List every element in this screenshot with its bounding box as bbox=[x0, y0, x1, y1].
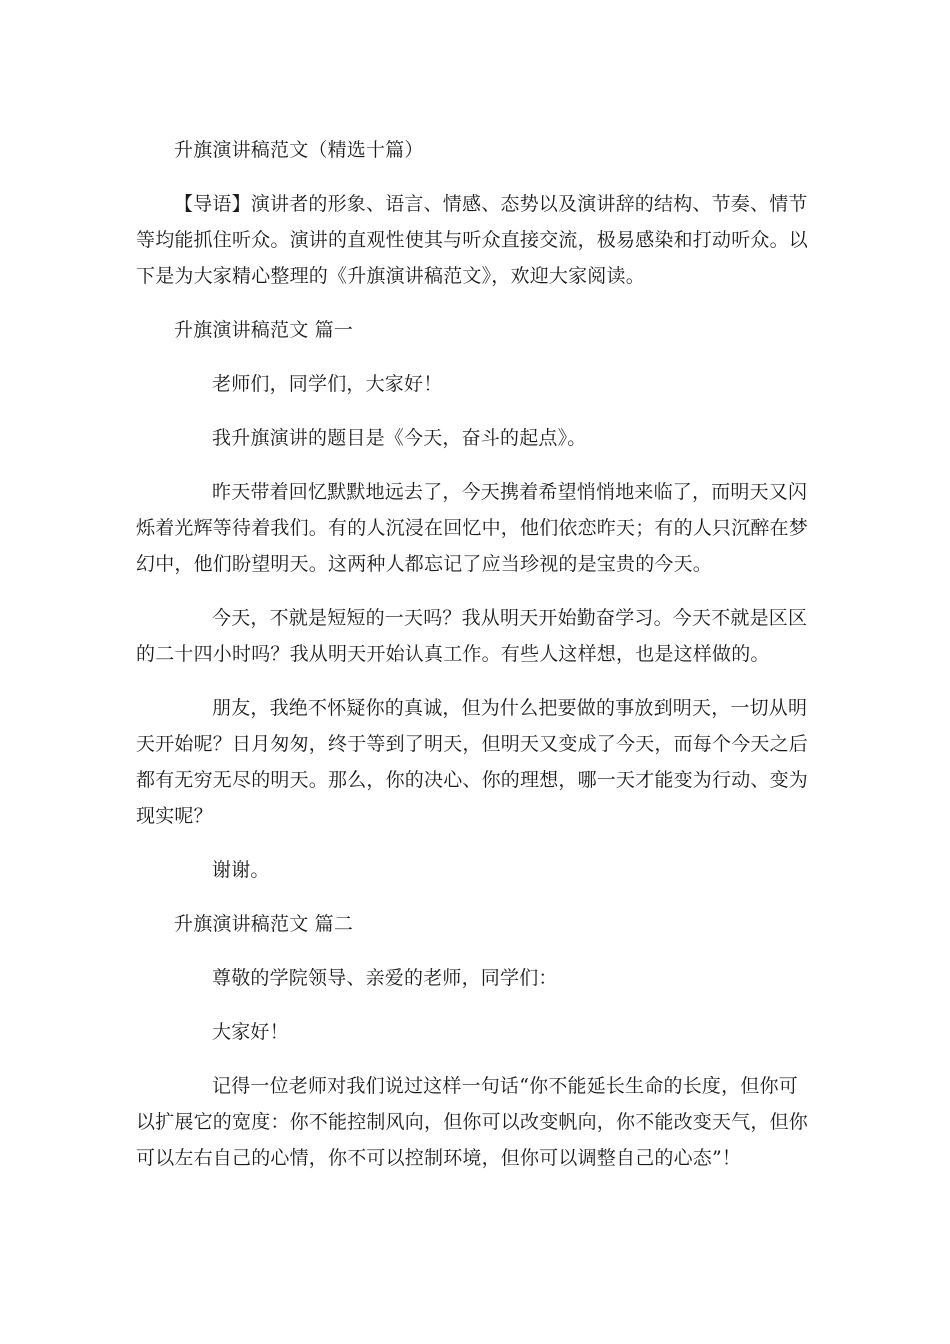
section2-p1-line-3: 可以左右自己的心情，你不可以控制环境，但你可以调整自己的心态”！ bbox=[136, 1147, 742, 1169]
section1-topic: 我升旗演讲的题目是《今天，奋斗的起点》。 bbox=[212, 427, 587, 449]
section1-p2-line-2: 的二十四小时吗？我从明天开始认真工作。有些人这样想，也是这样做的。 bbox=[136, 643, 770, 665]
section1-p3-line-3: 都有无穷无尽的明天。那么，你的决心、你的理想，哪一天才能变为行动、变为 bbox=[136, 769, 809, 791]
section1-p3-line-4: 现实呢？ bbox=[136, 805, 213, 827]
section2-p1-line-1: 记得一位老师对我们说过这样一句话“你不能延长生命的长度，但你可 bbox=[212, 1075, 798, 1097]
intro-line-2: 等均能抓住听众。演讲的直观性使其与听众直接交流，极易感染和打动听众。以 bbox=[136, 229, 809, 251]
section1-p1-line-2: 烁着光辉等待着我们。有的人沉浸在回忆中，他们依恋昨天；有的人只沉醉在梦 bbox=[136, 517, 809, 539]
section-heading-1: 升旗演讲稿范文 篇一 bbox=[174, 319, 354, 341]
section2-hello: 大家好！ bbox=[212, 1021, 289, 1043]
section-heading-2: 升旗演讲稿范文 篇二 bbox=[174, 913, 354, 935]
section2-greeting: 尊敬的学院领导、亲爱的老师，同学们： bbox=[212, 967, 558, 989]
section1-p2-line-1: 今天，不就是短短的一天吗？我从明天开始勤奋学习。今天不就是区区 bbox=[212, 607, 808, 629]
document-title: 升旗演讲稿范文（精选十篇） bbox=[174, 139, 424, 161]
section1-p1-line-3: 幻中，他们盼望明天。这两种人都忘记了应当珍视的是宝贵的今天。 bbox=[136, 553, 713, 575]
section1-p3-line-2: 天开始呢？日月匆匆，终于等到了明天，但明天又变成了今天，而每个今天之后 bbox=[136, 733, 809, 755]
section1-p3-line-1: 朋友，我绝不怀疑你的真诚，但为什么把要做的事放到明天，一切从明 bbox=[212, 697, 808, 719]
section2-p1-line-2: 以扩展它的宽度：你不能控制风向，但你可以改变帆向，你不能改变天气，但你 bbox=[136, 1111, 809, 1133]
section1-thanks: 谢谢。 bbox=[212, 859, 270, 881]
section1-p1-line-1: 昨天带着回忆默默地远去了，今天携着希望悄悄地来临了，而明天又闪 bbox=[212, 481, 808, 503]
intro-line-1: 【导语】演讲者的形象、语言、情感、态势以及演讲辞的结构、节奏、情节 bbox=[174, 193, 808, 215]
section1-greeting: 老师们，同学们，大家好！ bbox=[212, 373, 443, 395]
intro-line-3: 下是为大家精心整理的《升旗演讲稿范文》，欢迎大家阅读。 bbox=[136, 265, 645, 287]
